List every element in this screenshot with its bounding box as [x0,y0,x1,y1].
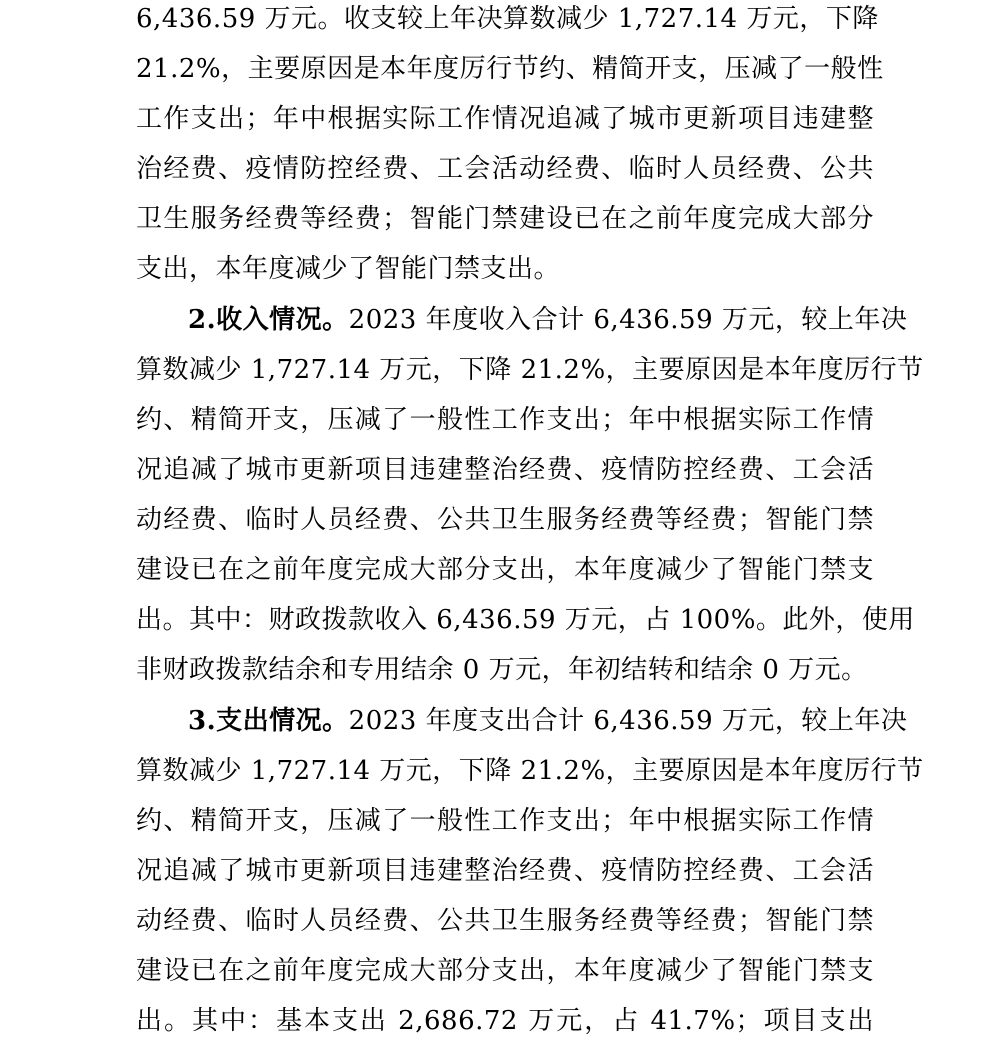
text-line: 况追减了城市更新项目违建整治经费、疫情防控经费、工会活 [136,455,874,485]
text-line: 治经费、疫情防控经费、工会活动经费、临时人员经费、公共 [136,154,874,184]
text-line: 算数减少 1,727.14 万元，下降 21.2%，主要原因是本年度厉行节 [136,355,924,385]
text-line: 况追减了城市更新项目违建整治经费、疫情防控经费、工会活 [136,856,874,886]
text-line: 约、精简开支，压减了一般性工作支出；年中根据实际工作情 [136,405,874,435]
text-line [188,701,908,741]
text-line: 非财政拨款结余和专用结余 0 万元，年初结转和结余 0 万元。 [136,655,868,685]
text-line: 支出，本年度减少了智能门禁支出。 [136,254,561,284]
text-line: 21.2%，主要原因是本年度厉行节约、精简开支，压减了一般性 [136,54,884,84]
section-heading-expenditure: 3.支出情况。 [188,706,349,736]
text-line: 建设已在之前年度完成大部分支出，本年度减少了智能门禁支 [136,956,874,986]
text-line: 卫生服务经费等经费；智能门禁建设已在之前年度完成大部分 [136,204,874,234]
text-line: 出。其中：基本支出 2,686.72 万元，占 41.7%；项目支出 [136,1006,874,1036]
text-line: 6,436.59 万元。收支较上年决算数减少 1,727.14 万元，下降 [136,4,879,34]
text-line: 动经费、临时人员经费、公共卫生服务经费等经费；智能门禁 [136,906,874,936]
text-line [188,300,908,340]
text-line: 工作支出；年中根据实际工作情况追减了城市更新项目违建整 [136,104,874,134]
text-line: 约、精简开支，压减了一般性工作支出；年中根据实际工作情 [136,806,874,836]
text-line: 出。其中：财政拨款收入 6,436.59 万元，占 100%。此外，使用 [136,605,915,635]
text-line-rest: 2023 年度收入合计 6,436.59 万元，较上年决 [348,305,908,335]
text-line-rest: 2023 年度支出合计 6,436.59 万元，较上年决 [348,706,908,736]
section-heading-income: 2.收入情况。 [188,305,349,335]
text-line: 动经费、临时人员经费、公共卫生服务经费等经费；智能门禁 [136,505,874,535]
text-line: 算数减少 1,727.14 万元，下降 21.2%，主要原因是本年度厉行节 [136,756,924,786]
text-line: 建设已在之前年度完成大部分支出，本年度减少了智能门禁支 [136,555,874,585]
